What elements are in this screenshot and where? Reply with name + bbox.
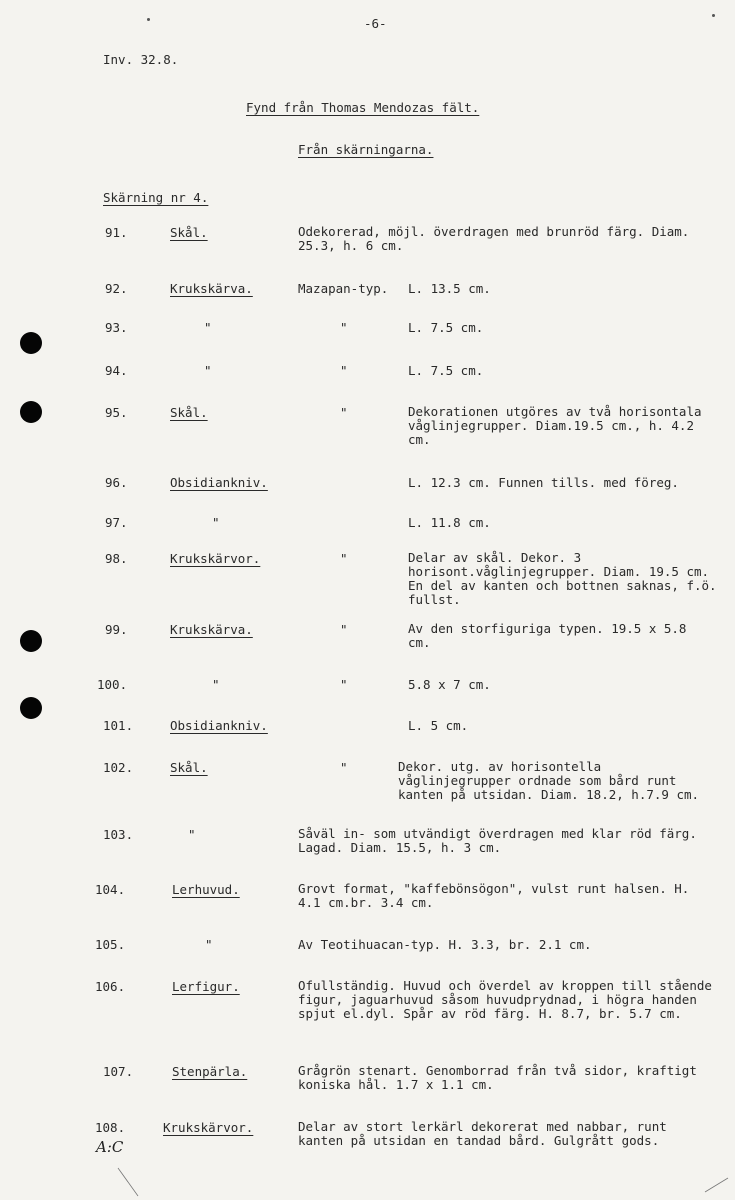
entry-description: Delar av skål. Dekor. 3 horisont.våglinjegrupper. Diam. 19.5 cm. En del av kanten och bottnen saknas, f.ö. fullst. [408, 550, 717, 607]
entry-name: Krukskärva. [170, 622, 253, 637]
entry-number: 92. [105, 281, 128, 296]
ditto-mark: " [340, 677, 348, 692]
entry-number: 94. [105, 363, 128, 378]
entry-description: Grovt format, "kaffebönsögon", vulst runt halsen. H. 4.1 cm.br. 3.4 cm. [298, 881, 690, 910]
entry-description: Dekorationen utgöres av två horisontala våglinjegrupper. Diam.19.5 cm., h. 4.2 cm. [408, 404, 702, 447]
entry-number: 98. [105, 551, 128, 566]
entry-number: 101. [103, 718, 134, 733]
ditto-mark: " [340, 760, 348, 775]
entry-description: L. 13.5 cm. [408, 281, 491, 296]
entry-number: 93. [105, 320, 128, 335]
ditto-mark: " [340, 320, 348, 335]
entry-description: Av den storfiguriga typen. 19.5 x 5.8 cm. [408, 621, 687, 650]
entry-name: Stenpärla. [172, 1064, 248, 1079]
ditto-mark: " [340, 363, 348, 378]
pencil-line [118, 1168, 138, 1196]
entry-description: Delar av stort lerkärl dekorerat med nabbar, runt kanten på utsidan en tandad bård. Gulgrått gods. [298, 1119, 667, 1148]
page-number: -6- [364, 16, 387, 31]
entry-description: L. 7.5 cm. [408, 363, 484, 378]
ditto-mark: " [212, 515, 220, 530]
document-subtitle: Från skärningarna. [298, 142, 434, 157]
entry-name: Skål. [170, 760, 208, 775]
entry-description: L. 7.5 cm. [408, 320, 484, 335]
entry-name: Skål. [170, 405, 208, 420]
entry-number: 100. [97, 677, 128, 692]
entry-description: Av Teotihuacan-typ. H. 3.3, br. 2.1 cm. [298, 937, 592, 952]
entry-number: 96. [105, 475, 128, 490]
entry-name: Krukskärva. [170, 281, 253, 296]
section-heading: Skärning nr 4. [103, 190, 209, 205]
entry-number: 95. [105, 405, 128, 420]
entry-name: Krukskärvor. [170, 551, 261, 566]
entry-description: L. 5 cm. [408, 718, 469, 733]
document-title: Fynd från Thomas Mendozas fält. [246, 100, 480, 115]
ditto-mark: " [188, 827, 196, 842]
handwritten-annotation: A:C [96, 1138, 124, 1156]
ditto-mark: " [205, 937, 213, 952]
entry-description: L. 12.3 cm. Funnen tills. med föreg. [408, 475, 679, 490]
entry-number: 99. [105, 622, 128, 637]
entry-number: 103. [103, 827, 134, 842]
entry-number: 107. [103, 1064, 134, 1079]
entry-name: Lerfigur. [172, 979, 240, 994]
entry-number: 104. [95, 882, 126, 897]
entry-description: 5.8 x 7 cm. [408, 677, 491, 692]
entry-description: Ofullständig. Huvud och överdel av kroppen till stående figur, jaguarhuvud såsom huvudprydnad, i högra handen spjut el.dyl. Spår av röd färg. H. 8.7, br. 5.7 cm. [298, 978, 712, 1021]
ditto-mark: " [340, 405, 348, 420]
entry-description: Dekor. utg. av horisontella våglinjegrupper ordnade som bård runt kanten på utsidan. Diam. 18.2, h.7.9 cm. [398, 759, 700, 802]
entry-description: Grågrön stenart. Genomborrad från två sidor, kraftigt koniska hål. 1.7 x 1.1 cm. [298, 1063, 697, 1092]
entry-name: Obsidiankniv. [170, 475, 268, 490]
entry-number: 108. [95, 1120, 126, 1135]
entry-type: Mazapan-typ. [298, 281, 389, 296]
entry-description: Odekorerad, möjl. överdragen med brunröd färg. Diam. 25.3, h. 6 cm. [298, 224, 690, 253]
entry-number: 106. [95, 979, 126, 994]
entry-name: Krukskärvor. [163, 1120, 254, 1135]
inventory-number: Inv. 32.8. [103, 52, 179, 67]
entry-name: Lerhuvud. [172, 882, 240, 897]
entry-description: L. 11.8 cm. [408, 515, 491, 530]
pencil-line [705, 1178, 728, 1192]
ditto-mark: " [340, 551, 348, 566]
entry-number: 91. [105, 225, 128, 240]
entry-number: 105. [95, 937, 126, 952]
entry-name: Obsidiankniv. [170, 718, 268, 733]
ditto-mark: " [204, 320, 212, 335]
entry-name: Skål. [170, 225, 208, 240]
ditto-mark: " [212, 677, 220, 692]
ditto-mark: " [340, 622, 348, 637]
entry-number: 102. [103, 760, 134, 775]
ditto-mark: " [204, 363, 212, 378]
entry-number: 97. [105, 515, 128, 530]
entry-description: Såväl in- som utvändigt överdragen med klar röd färg. Lagad. Diam. 15.5, h. 3 cm. [298, 826, 697, 855]
